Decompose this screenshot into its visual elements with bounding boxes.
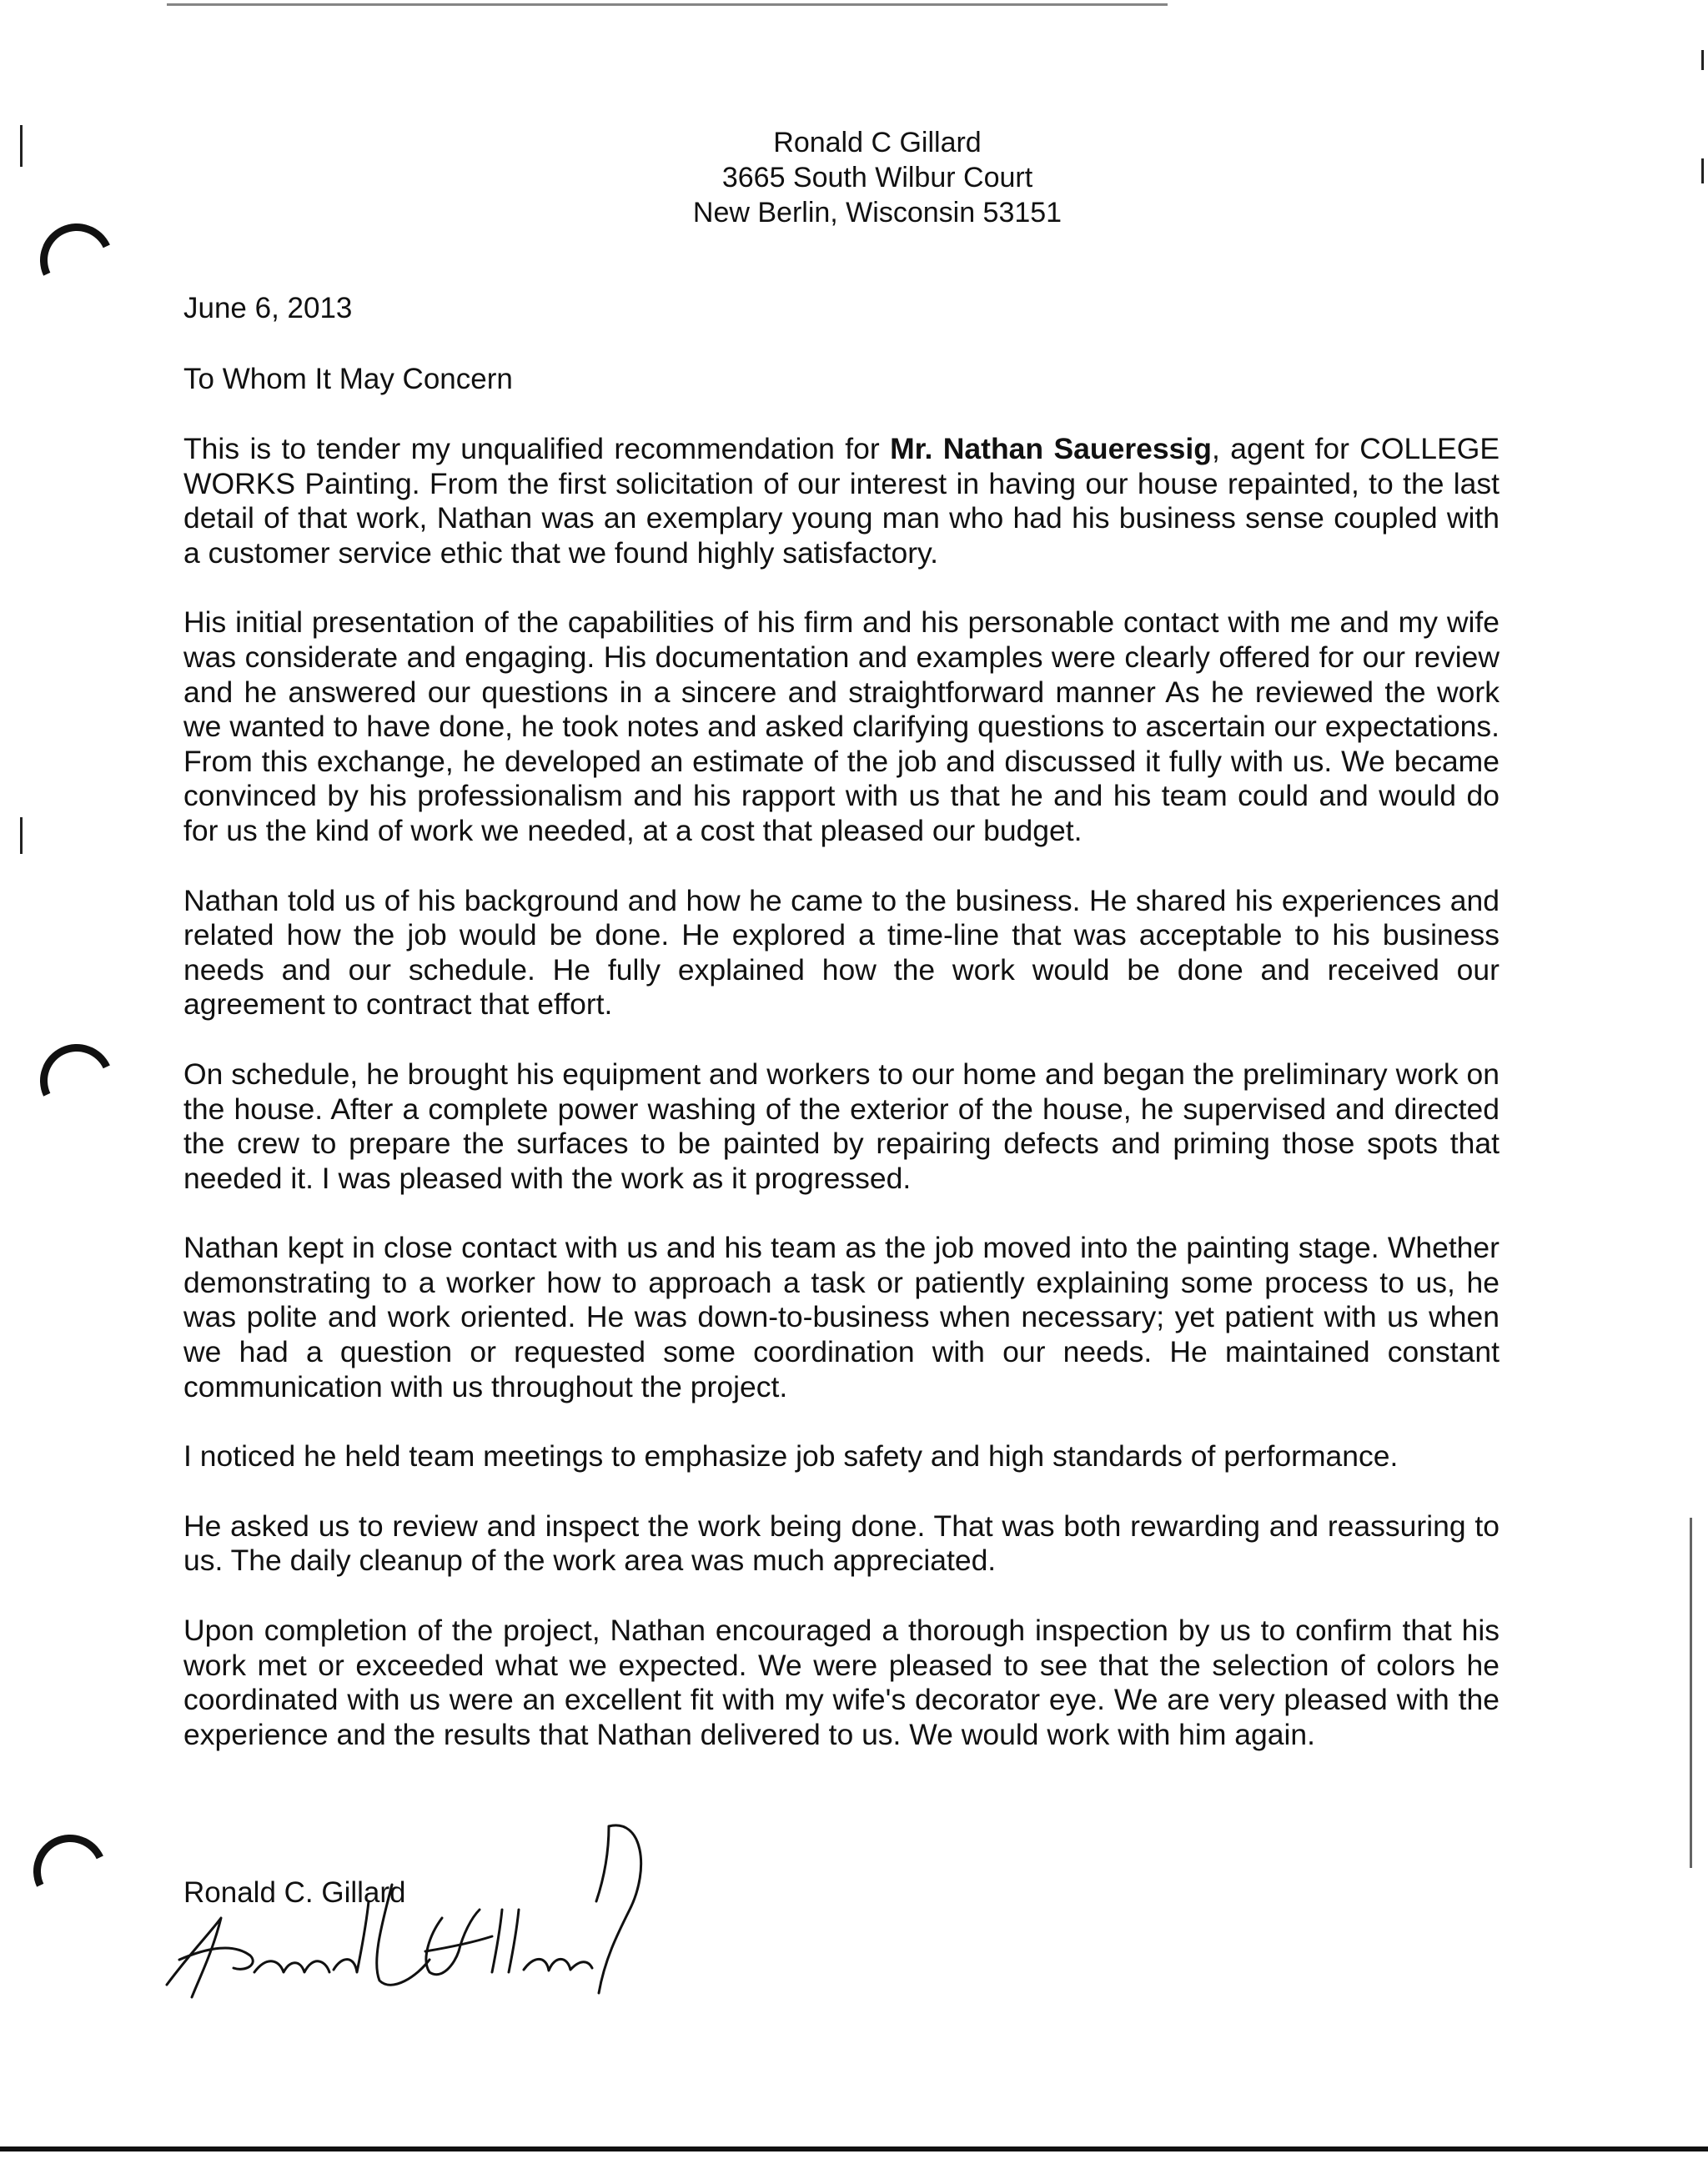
paragraph-3: Nathan told us of his background and how he came to the business. He shared his experiences and related how the job would be done. He explored a time-line that was acceptable to his business needs and our schedule. He fully explained how the work would be done and received our agreement to contract that effort. xyxy=(183,883,1500,1022)
paragraph-1-intro: This is to tender my unqualified recommendation for xyxy=(183,432,891,465)
paragraph-5: Nathan kept in close contact with us and his team as the job moved into the painting stage. Whether demonstrating to a worker how to approach a task or patiently explaining some process to us, he was polite and work oriented. He was down-to-business when necessary; yet patient with us when we had a question or requested some coordination with our needs. He maintained constant communication with us throughout the project. xyxy=(183,1231,1500,1403)
letter-body xyxy=(183,432,1500,1787)
paragraph-1 xyxy=(183,432,1500,570)
letter-date: June 6, 2013 xyxy=(183,292,353,324)
punch-hole-mark xyxy=(30,1034,124,1128)
sender-name: Ronald C Gillard xyxy=(773,127,982,158)
sender-city: New Berlin, Wisconsin 53151 xyxy=(692,197,1062,228)
salutation: To Whom It May Concern xyxy=(183,363,513,395)
recommended-person-name: Mr. Nathan Saueressig xyxy=(890,432,1212,465)
paragraph-8: Upon completion of the project, Nathan encouraged a thorough inspection by us to confirm that his work met or exceeded what we expected. We were pleased to see that the selection of colors he coordinated with us were an excellent fit with my wife's decorator eye. We are very pleased with the experience and the results that Nathan delivered to us. We would work with him again. xyxy=(183,1614,1500,1751)
scan-edge-mark xyxy=(1690,1518,1692,1868)
paragraph-7: He asked us to review and inspect the work being done. That was both rewarding and reassuring to us. The daily cleanup of the work area was much appreciated. xyxy=(183,1509,1500,1578)
paragraph-4: On schedule, he brought his equipment and workers to our home and began the preliminary work on the house. After a complete power washing of the exterior of the house, he supervised and directed the crew to prepare the surfaces to be painted by repairing defects and priming those spots that needed it. I was pleased with the work as it progressed. xyxy=(183,1057,1500,1195)
paragraph-6: I noticed he held team meetings to emphasize job safety and high standards of performance. xyxy=(183,1439,1399,1474)
handwritten-signature xyxy=(142,1793,692,2010)
sender-street: 3665 South Wilbur Court xyxy=(721,162,1033,193)
paragraph-1-rest: , agent for COLLEGE WORKS Painting. From the first solicitation of our interest in having our house repainted, to the last detail of that work, Nathan was an exemplary young man who had his business sense coupled with a customer service ethic that we found highly satisfactory. xyxy=(183,432,1500,570)
typed-signature-name: Ronald C. Gillard xyxy=(183,1876,406,1909)
letterhead xyxy=(0,125,1708,230)
scan-edge-line xyxy=(167,3,1168,6)
paragraph-2: His initial presentation of the capabilities of his firm and his personable contact with me and my wife was considerate and engaging. His documentation and examples were clearly offered for our review and he answered our questions in a sincere and straightforward manner As he reviewed the work we wanted to have done, he took notes and asked clarifying questions to ascertain our expectations. From this exchange, he developed an estimate of the job and discussed it fully with us. We became convinced by his professionalism and his rapport with us that he and his team could and would do for us the kind of work we needed, at a cost that pleased our budget. xyxy=(183,605,1500,847)
punch-hole-mark xyxy=(23,1825,118,1919)
scan-bottom-edge xyxy=(0,2146,1708,2151)
scan-speck xyxy=(1701,50,1704,70)
scan-speck xyxy=(20,817,23,854)
